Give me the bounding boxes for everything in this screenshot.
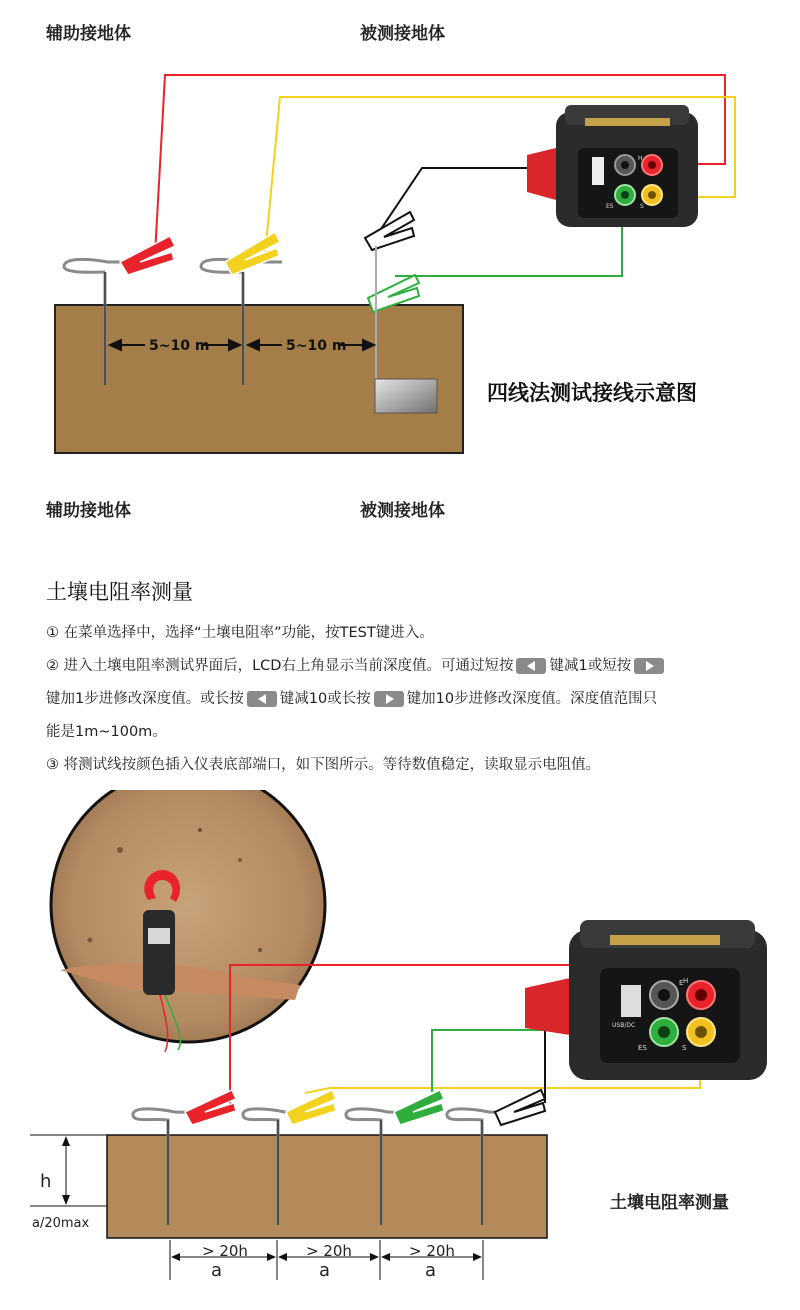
field-photo	[51, 790, 325, 1052]
step-2-line-2	[46, 687, 657, 708]
test-plate	[375, 379, 437, 413]
black-clip-2	[495, 1090, 545, 1125]
meter2-label-S: S	[682, 1044, 687, 1052]
photo-meter	[143, 910, 175, 995]
clamp-meter-2	[525, 920, 767, 1080]
test-ground-label-top: 被测接地体	[360, 24, 445, 44]
aux-ground-label-top: 辅助接地体	[46, 24, 131, 44]
depth-label: a/20max	[32, 1216, 90, 1231]
gap-label-1: > 20h	[202, 1242, 248, 1260]
soil-resistivity-caption: 土壤电阻率测量	[610, 1193, 729, 1213]
step-2-part-e: 键加10步进修改深度值。深度值范围只	[406, 691, 658, 707]
red-clip	[120, 236, 175, 275]
step-2-part-a: ② 进入土壤电阻率测试界面后，LCD右上角显示当前深度值。可通过短按	[46, 658, 514, 674]
aux-ground-label-bottom: 辅助接地体	[46, 501, 131, 521]
step-2-line-3: 能是1m~100m。	[46, 724, 167, 740]
left-button-icon	[516, 658, 546, 674]
yellow-clip-2	[286, 1090, 336, 1125]
red-clip-2	[185, 1090, 236, 1125]
meter1-label-S: S	[640, 203, 644, 210]
gap-label-2: > 20h	[306, 1242, 352, 1260]
step-2-line-1	[46, 654, 667, 675]
meter1-label-H: H	[638, 155, 643, 162]
step-2-part-b: 键减1或短按	[549, 658, 632, 674]
test-ground-label-bottom: 被测接地体	[360, 501, 445, 521]
a-label-3: a	[425, 1260, 437, 1281]
four-wire-caption: 四线法测试接线示意图	[487, 381, 697, 405]
meter2-label-usb: USB/DC	[612, 1022, 636, 1029]
step-2-part-c: 键加1步进修改深度值。或长按	[46, 691, 244, 707]
meter1-label-ES: ES	[606, 203, 614, 210]
a-label-2: a	[319, 1260, 331, 1281]
step-1: ① 在菜单选择中，选择“土壤电阻率”功能，按TEST键进入。	[46, 625, 434, 641]
gap-label-3: > 20h	[409, 1242, 455, 1260]
meter2-label-ES: ES	[638, 1044, 647, 1052]
meter2-label-H: H	[683, 977, 689, 985]
section-title: 土壤电阻率测量	[46, 580, 193, 604]
soil-resistivity-diagram	[0, 790, 800, 1310]
green-clip-2	[394, 1090, 444, 1125]
meter2-label-E: E	[679, 979, 684, 987]
clamp-meter-1	[527, 105, 698, 227]
h-label: h	[40, 1171, 52, 1192]
right-button-icon	[374, 691, 404, 707]
spacing-label-1: 5~10 m	[149, 338, 210, 354]
a-label-1: a	[211, 1260, 223, 1281]
step-3: ③ 将测试线按颜色插入仪表底部端口，如下图所示。等待数值稳定，读取显示电阻值。	[46, 757, 601, 773]
right-button-icon	[634, 658, 664, 674]
left-button-icon	[247, 691, 277, 707]
step-2-part-d: 键减10或长按	[279, 691, 371, 707]
yellow-clip	[225, 232, 280, 275]
spacing-label-2: 5~10 m	[286, 338, 347, 354]
